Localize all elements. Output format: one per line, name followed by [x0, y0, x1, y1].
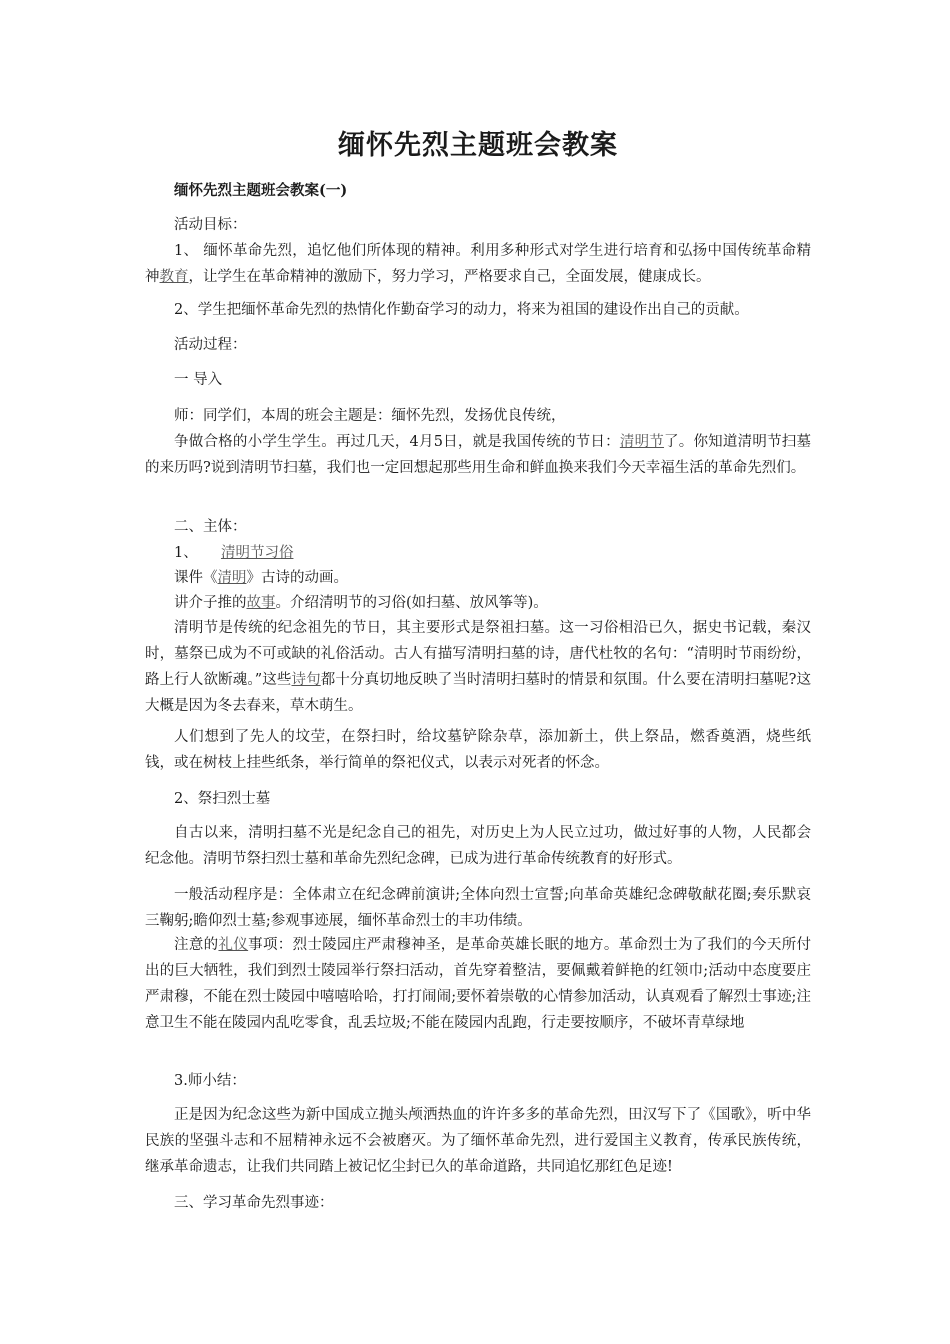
document-title: 缅怀先烈主题班会教案 — [338, 130, 618, 161]
section-1-line-3: 讲介子推的故事。介绍清明节的习俗(如扫墓、放风筝等)。 — [174, 595, 548, 611]
section-1-heading: 1、 清明节习俗 — [174, 545, 294, 561]
section-3-heading: 3.师小结： — [174, 1073, 246, 1089]
link-gushi[interactable]: 故事 — [246, 595, 276, 611]
section-2-paragraph-2: 一般活动程序是：全体肃立在纪念碑前演讲;全体向烈士宣誓;向革命英雄纪念碑敬献花圈;奏乐默哀三鞠躬;瞻仰烈士墓;参观事迹展，缅怀革命烈士的丰功伟绩。 — [145, 887, 811, 929]
link-qingmingjie[interactable]: 清明节 — [619, 434, 665, 450]
section-2-paragraph-3: 注意的礼仪事项：烈士陵园庄严肃穆神圣，是革命英雄长眠的地方。革命烈士为了我们的今天所付出的巨大牺牲，我们到烈士陵园举行祭扫活动，首先穿着整洁，要佩戴着鲜艳的红领巾;活动中态度要庄严肃穆，不能在烈士陵园中嘻嘻哈哈，打打闹闹;要怀着崇敬的心情参加活动，认真观看了解烈士事迹;注意卫生不能在陵园内乱吃零食，乱丢垃圾;不能在陵园内乱跑，行走要按顺序，不破坏青草绿地 — [145, 937, 812, 1031]
section-3-paragraph: 正是因为纪念这些为新中国成立抛头颅洒热血的许许多多的革命先烈，田汉写下了《国歌》，听中华民族的坚强斗志和不屈精神永远不会被磨灭。为了缅怀革命先烈，进行爱国主义教育，传承民族传统， 继承革命遗志，让我们共同踏上被记忆尘封已久的革命道路，共同追忆那红色足迹! — [145, 1107, 811, 1175]
objective-1: 1、 缅怀革命先烈，追忆他们所体现的精神。利用多种形式对学生进行培育和弘扬中国传统革命精神教育，让学生在革命精神的激励下，努力学习，严格要求自己，全面发展，健康成长。 — [145, 243, 811, 285]
link-qingming-customs[interactable]: 清明节习俗 — [220, 545, 294, 561]
section-1-line-2: 课件《清明》古诗的动画。 — [174, 570, 348, 586]
link-jiaoyu[interactable]: 教育 — [159, 269, 189, 285]
objectives-heading: 活动目标： — [174, 217, 247, 233]
link-qingming-poem[interactable]: 清明 — [217, 570, 247, 586]
intro-paragraph-2: 争做合格的小学生学生。再过几天，4月5日，就是我国传统的节日：清明节了。你知道清明节扫墓的来历吗?说到清明节扫墓，我们也一定回想起那些用生命和鲜血换来我们今天幸福生活的革命先烈们。 — [145, 434, 812, 476]
section-2-heading: 2、祭扫烈士墓 — [174, 791, 271, 807]
section-1-paragraph: 清明节是传统的纪念祖先的节日，其主要形式是祭祖扫墓。这一习俗相沿已久，据史书记载，秦汉时，墓祭已成为不可或缺的礼俗活动。古人有描写清明扫墓的诗，唐代杜牧的名句：“清明时节雨纷纷，路上行人欲断魂。”这些诗句都十分真切地反映了当时清明扫墓时的情景和氛围。什么要在清明扫墓呢?这大概是因为冬去春来，草木萌生。 — [145, 620, 812, 714]
intro-heading: 一 导入 — [174, 372, 223, 388]
section-2-paragraph-1: 自古以来，清明扫墓不光是纪念自己的祖先，对历史上为人民立过功，做过好事的人物，人民都会纪念他。清明节祭扫烈士墓和革命先烈纪念碑，已成为进行革命传统教育的好形式。 — [145, 825, 811, 867]
link-liyi[interactable]: 礼仪 — [218, 937, 249, 953]
objective-2: 2、学生把缅怀革命先烈的热情化作勤奋学习的动力，将来为祖国的建设作出自己的贡献。 — [174, 302, 749, 318]
process-heading: 活动过程： — [174, 337, 247, 353]
section-1-paragraph-2: 人们想到了先人的坟茔，在祭扫时，给坟墓铲除杂草，添加新土，供上祭品，燃香奠酒，烧些纸钱，或在树枝上挂些纸条，举行简单的祭祀仪式，以表示对死者的怀念。 — [145, 729, 811, 771]
main-heading: 二、主体： — [174, 519, 247, 535]
link-shiju[interactable]: 诗句 — [291, 672, 321, 688]
intro-paragraph-1: 师：同学们，本周的班会主题是：缅怀先烈，发扬优良传统， — [174, 408, 566, 424]
lesson-subtitle: 缅怀先烈主题班会教案(一) — [174, 182, 348, 199]
part-3-heading: 三、学习革命先烈事迹： — [174, 1195, 334, 1211]
